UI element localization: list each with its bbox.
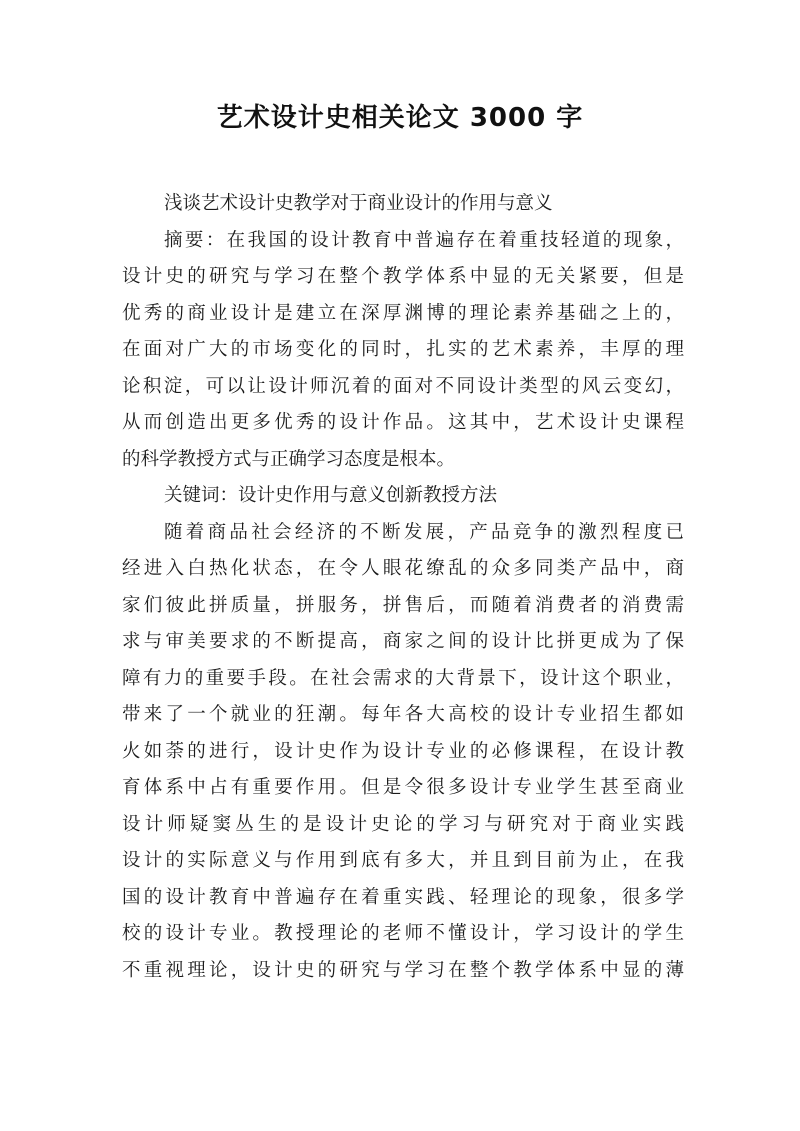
body-text-line: 经进入白热化状态，在令人眼花缭乱的众多同类产品中，商	[122, 558, 684, 579]
body-text-line: 不重视理论，设计史的研究与学习在整个教学体系中显的薄	[122, 959, 684, 981]
body-text-line: 国的设计教育中普遍存在着重实践、轻理论的现象，很多学	[122, 886, 684, 908]
body-text-line: 校的设计专业。教授理论的老师不懂设计，学习设计的学生	[122, 923, 684, 944]
body-text-line: 设计史的研究与学习在整个教学体系中显的无关紧要，但是	[122, 266, 684, 287]
body-text-line: 从而创造出更多优秀的设计作品。这其中，艺术设计史课程	[122, 412, 684, 433]
document-title: 艺术设计史相关论文 3000 字	[216, 103, 584, 133]
body-text-line: 障有力的重要手段。在社会需求的大背景下，设计这个职业，	[122, 667, 684, 689]
document-body	[122, 186, 684, 989]
body-text-line: 家们彼此拼质量，拼服务，拼售后，而随着消费者的消费需	[122, 594, 684, 616]
body-text-line: 在面对广大的市场变化的同时，扎实的艺术素养，丰厚的理	[122, 339, 684, 360]
body-text-line: 的科学教授方式与正确学习态度是根本。	[122, 448, 456, 470]
body-text-line: 求与审美要求的不断提高，商家之间的设计比拼更成为了保	[122, 631, 684, 652]
body-text-line: 随着商品社会经济的不断发展，产品竞争的激烈程度已	[164, 521, 684, 543]
body-text-line: 带来了一个就业的狂潮。每年各大高校的设计专业招生都如	[122, 704, 684, 725]
body-text-line: 关键词：设计史作用与意义创新教授方法	[164, 485, 498, 506]
body-text-line: 设计师疑窦丛生的是设计史论的学习与研究对于商业实践	[122, 813, 684, 835]
body-text-line: 论积淀，可以让设计师沉着的面对不同设计类型的风云变幻，	[122, 375, 684, 397]
body-text-line: 优秀的商业设计是建立在深厚渊博的理论素养基础之上的，	[122, 302, 684, 324]
body-text-line: 摘要：在我国的设计教育中普遍存在着重技轻道的现象，	[164, 229, 684, 251]
body-text-line: 育体系中占有重要作用。但是令很多设计专业学生甚至商业	[122, 777, 684, 798]
body-text-line: 浅谈艺术设计史教学对于商业设计的作用与意义	[164, 193, 553, 214]
body-text-line: 火如荼的进行，设计史作为设计专业的必修课程，在设计教	[122, 740, 684, 762]
body-text-line: 设计的实际意义与作用到底有多大，并且到目前为止，在我	[122, 850, 684, 871]
